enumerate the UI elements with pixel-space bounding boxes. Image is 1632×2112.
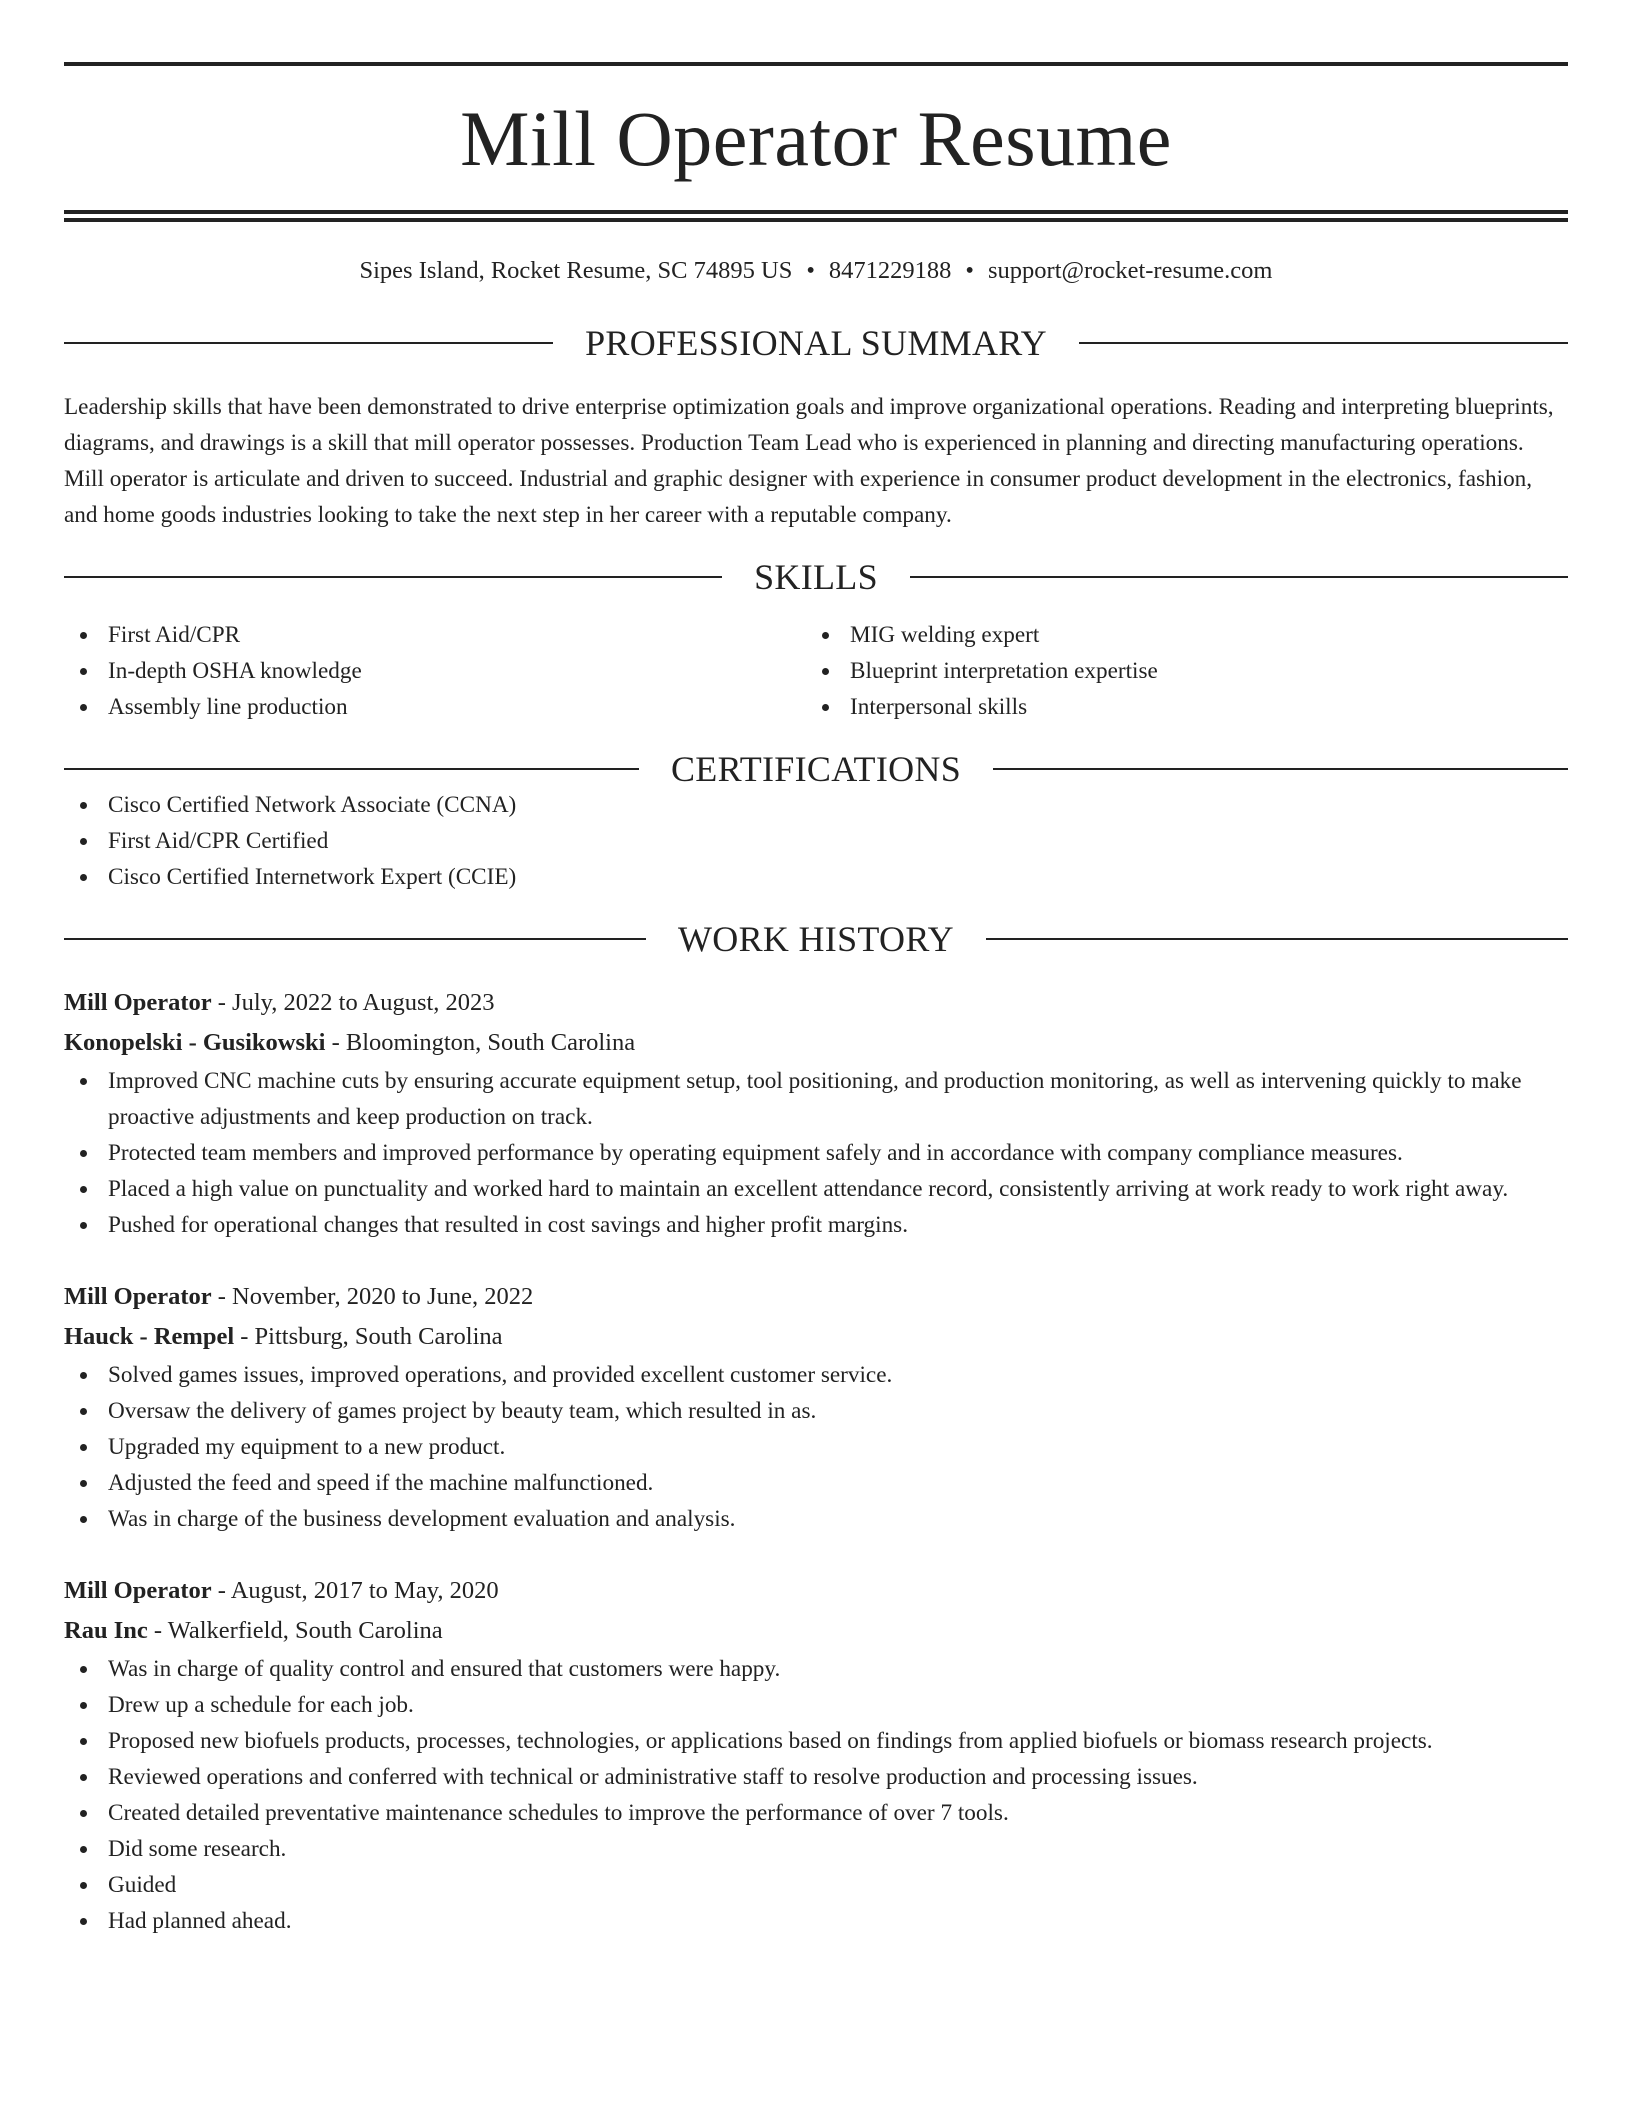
job-duty-item: Reviewed operations and conferred with technical or administrative staff to resolve production and processing issues.	[64, 1759, 1568, 1795]
title-double-rule	[64, 210, 1568, 222]
job-duty-item: Created detailed preventative maintenance schedules to improve the performance of over 7 tools.	[64, 1795, 1568, 1831]
certification-item: First Aid/CPR Certified	[64, 823, 1568, 859]
section-title: SKILLS	[754, 557, 878, 598]
job-title: Mill Operator	[64, 989, 212, 1017]
contact-phone: 8471229188	[828, 257, 952, 284]
job-duty-item: Improved CNC machine cuts by ensuring accurate equipment setup, tool positioning, and production monitoring, as well as intervening quickly to make proactive adjustments and keep production on track.	[64, 1063, 1568, 1135]
job-title-line	[64, 1571, 1568, 1611]
job-entry	[64, 1277, 1568, 1537]
job-duty-item: Did some research.	[64, 1831, 1568, 1867]
job-duties-list	[64, 1357, 1568, 1537]
job-company-line	[64, 1611, 1568, 1651]
job-duty-item: Protected team members and improved performance by operating equipment safely and in accordance with company compliance measures.	[64, 1135, 1568, 1171]
contact-line	[64, 256, 1568, 285]
contact-email: support@rocket-resume.com	[988, 257, 1273, 284]
job-duty-item: Oversaw the delivery of games project by beauty team, which resulted in as.	[64, 1393, 1568, 1429]
skill-item: In-depth OSHA knowledge	[64, 653, 806, 689]
job-dates: - November, 2020 to June, 2022	[211, 1283, 534, 1311]
heading-rule-left	[64, 938, 646, 940]
job-title: Mill Operator	[64, 1577, 212, 1605]
job-title-line	[64, 983, 1568, 1023]
job-duty-item: Guided	[64, 1867, 1568, 1903]
section-heading-work-history	[64, 919, 1568, 960]
certification-item: Cisco Certified Internetwork Expert (CCIE)	[64, 859, 1568, 895]
skills-column-left	[64, 617, 806, 725]
job-duty-item: Was in charge of quality control and ensured that customers were happy.	[64, 1651, 1568, 1687]
contact-separator: •	[806, 257, 815, 284]
job-company: Rau Inc	[64, 1617, 148, 1645]
job-location: - Bloomington, South Carolina	[325, 1029, 636, 1057]
job-company: Hauck - Rempel	[64, 1323, 235, 1351]
heading-rule-right	[993, 768, 1568, 770]
contact-address: Sipes Island, Rocket Resume, SC 74895 US	[359, 257, 793, 284]
skill-item: Assembly line production	[64, 689, 806, 725]
section-title: PROFESSIONAL SUMMARY	[585, 323, 1047, 364]
job-entry	[64, 983, 1568, 1243]
resume-title: Mill Operator Resume	[460, 95, 1172, 182]
job-entry	[64, 1571, 1568, 1939]
job-location: - Walkerfield, South Carolina	[147, 1617, 443, 1645]
section-heading-summary	[64, 323, 1568, 364]
heading-rule-right	[1079, 342, 1568, 344]
heading-rule-left	[64, 342, 553, 344]
job-company: Konopelski - Gusikowski	[64, 1029, 326, 1057]
section-heading-skills	[64, 557, 1568, 598]
job-title: Mill Operator	[64, 1283, 212, 1311]
job-duties-list	[64, 1651, 1568, 1939]
contact-separator: •	[965, 257, 974, 284]
job-duties-list	[64, 1063, 1568, 1243]
job-duty-item: Had planned ahead.	[64, 1903, 1568, 1939]
job-dates: - August, 2017 to May, 2020	[211, 1577, 499, 1605]
skill-item: First Aid/CPR	[64, 617, 806, 653]
skill-item: MIG welding expert	[806, 617, 1548, 653]
job-duty-item: Was in charge of the business development evaluation and analysis.	[64, 1501, 1568, 1537]
job-duty-item: Proposed new biofuels products, processes, technologies, or applications based on findings from applied biofuels or biomass research projects.	[64, 1723, 1568, 1759]
job-duty-item: Solved games issues, improved operations, and provided excellent customer service.	[64, 1357, 1568, 1393]
job-duty-item: Drew up a schedule for each job.	[64, 1687, 1568, 1723]
section-heading-certifications	[64, 749, 1568, 790]
top-rule	[64, 62, 1568, 66]
job-duty-item: Adjusted the feed and speed if the machine malfunctioned.	[64, 1465, 1568, 1501]
skill-item: Blueprint interpretation expertise	[806, 653, 1548, 689]
summary-paragraph: Leadership skills that have been demonstrated to drive enterprise optimization goals and improve organizational operations. Reading and interpreting blueprints, diagrams, and drawings is a skill that mill operator possesses. Production Team Lead who is experienced in planning and directing manufacturing operations. Mill operator is articulate and driven to succeed. Industrial and graphic designer with experience in consumer product development in the electronics, fashion, and home goods industries looking to take the next step in her career with a reputable company.	[64, 394, 1554, 529]
section-title: WORK HISTORY	[678, 919, 954, 960]
job-duty-item: Pushed for operational changes that resulted in cost savings and higher profit margins.	[64, 1207, 1568, 1243]
job-duty-item: Upgraded my equipment to a new product.	[64, 1429, 1568, 1465]
certifications-list	[64, 787, 1568, 895]
heading-rule-right	[910, 576, 1568, 578]
job-dates: - July, 2022 to August, 2023	[211, 989, 495, 1017]
job-duty-item: Placed a high value on punctuality and worked hard to maintain an excellent attendance record, consistently arriving at work ready to work right away.	[64, 1171, 1568, 1207]
heading-rule-right	[986, 938, 1568, 940]
heading-rule-left	[64, 768, 639, 770]
job-title-line	[64, 1277, 1568, 1317]
job-location: - Pittsburg, South Carolina	[234, 1323, 503, 1351]
job-company-line	[64, 1023, 1568, 1063]
heading-rule-left	[64, 576, 722, 578]
skill-item: Interpersonal skills	[806, 689, 1548, 725]
skills-column-right	[806, 617, 1548, 725]
section-title: CERTIFICATIONS	[670, 749, 962, 790]
certification-item: Cisco Certified Network Associate (CCNA)	[64, 787, 1568, 823]
skills-grid	[64, 617, 1568, 725]
job-company-line	[64, 1317, 1568, 1357]
